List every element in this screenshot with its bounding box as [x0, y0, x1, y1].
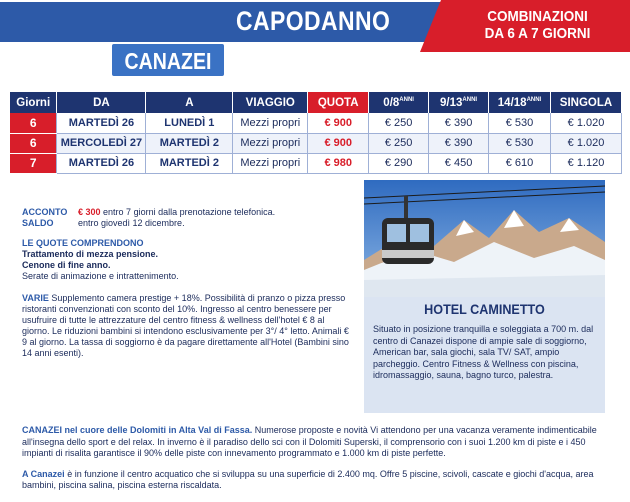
- saldo-row: [22, 218, 352, 229]
- col-a: A: [146, 92, 233, 113]
- varie-paragraph: [22, 293, 352, 359]
- table-row: [10, 113, 622, 133]
- header-banner: [0, 0, 630, 46]
- cell-giorni: 6: [10, 133, 57, 153]
- aquatic-lead: A Canazei: [22, 468, 65, 479]
- cell-giorni: 7: [10, 153, 57, 173]
- cell-da: MARTEDÌ 26: [57, 153, 146, 173]
- acconto-amount: € 300: [78, 207, 101, 217]
- quote-line-2: Cenone di fine anno.: [22, 260, 111, 270]
- cell-9-13: € 390: [429, 113, 489, 133]
- hotel-info-panel: [364, 297, 605, 413]
- acconto-row: [22, 207, 352, 218]
- cable-car-photo: [364, 180, 605, 299]
- dolomites-illustration: [364, 180, 605, 299]
- col-viaggio: VIAGGIO: [233, 92, 308, 113]
- canazei-text: Numerose proposte e novità Vi attendono per una vacanza veramente indimenticabile all'insegna dello sport e del relax. In inverno è il paradiso dello sci con il Dolomiti Superski, il comprensorio con i suoi 1.200 km di piste e i 450 impianti di risalita garantisce il 90% delle piste con innevamento programmato e 1.000 km di piste perfette.: [22, 425, 597, 458]
- cell-da: MARTEDÌ 26: [57, 113, 146, 133]
- cell-a: MARTEDÌ 2: [146, 133, 233, 153]
- cell-viaggio: Mezzi propri: [233, 133, 308, 153]
- cell-giorni: 6: [10, 113, 57, 133]
- quote-title: LE QUOTE COMPRENDONO: [22, 238, 144, 248]
- hotel-description: Situato in posizione tranquilla e soleggiata a 700 m. dal centro di Canazei dispone di ampie sale di soggiorno, American bar, sala giochi, sala TV/ SAT, ampio parcheggio. Centro Fitness & Wellness con piscina, idromassaggio, sauna, bagno turco, palestra.: [373, 324, 594, 381]
- col-9-13: $9/13^{ANNI}$: [429, 92, 489, 113]
- acconto-label: ACCONTO: [22, 207, 68, 217]
- price-table: [10, 92, 622, 174]
- cell-singola: € 1.020: [550, 113, 621, 133]
- cell-a: MARTEDÌ 2: [146, 153, 233, 173]
- saldo-label: SALDO: [22, 218, 54, 228]
- acconto-text: entro 7 giorni dalla prenotazione telefonica.: [103, 207, 276, 217]
- varie-label: VARIE: [22, 293, 49, 303]
- city-badge: [112, 44, 224, 76]
- col-0-8: $0/8^{ANNI}$: [369, 92, 429, 113]
- cell-14-18: € 530: [489, 133, 551, 153]
- col-da: DA: [57, 92, 146, 113]
- cell-quota: € 900: [308, 133, 369, 153]
- quote-line-1: Trattamento di mezza pensione.: [22, 249, 159, 259]
- combinations-label: [459, 8, 617, 42]
- page-title: CAPODANNO: [236, 6, 391, 36]
- col-singola: SINGOLA: [550, 92, 621, 113]
- cell-singola: € 1.120: [550, 153, 621, 173]
- cell-quota: € 900: [308, 113, 369, 133]
- canazei-lead: CANAZEI nel cuore delle Dolomiti in Alta Val di Fassa.: [22, 425, 253, 435]
- saldo-text: entro giovedì 12 dicembre.: [78, 218, 185, 228]
- cell-a: LUNEDÌ 1: [146, 113, 233, 133]
- hotel-name: HOTEL CAMINETTO: [424, 301, 545, 317]
- cell-da: MERCOLEDÌ 27: [57, 133, 146, 153]
- aquatic-paragraph: [22, 469, 618, 492]
- cell-singola: € 1.020: [550, 133, 621, 153]
- varie-text: Supplemento camera prestige + 18%. Possibilità di pranzo o pizza presso ristoranti convenzionati con sconto del 10%. Ingresso al centro benessere per usufruire di tutte le attrezzature del centro fitness & wellness dell'hotel € 8 al giorno. Le riduzioni bambini si intendono esclusivamente per 3°/ 4° letto. Animali € 9 al giorno. La tassa di soggiorno è da pagare direttamente all'Hotel (Bambini sino 14 anni esenti).: [22, 293, 349, 358]
- cell-14-18: € 530: [489, 113, 551, 133]
- combinations-line-2: DA 6 A 7 GIORNI: [484, 25, 591, 42]
- cell-9-13: € 390: [429, 133, 489, 153]
- booking-info: [22, 207, 352, 359]
- table-row: [10, 133, 622, 153]
- col-14-18: $14/18^{ANNI}$: [489, 92, 551, 113]
- cell-9-13: € 450: [429, 153, 489, 173]
- cell-0-8: € 290: [369, 153, 429, 173]
- quote-line-3: Serate di animazione e intrattenimento.: [22, 271, 179, 281]
- cell-0-8: € 250: [369, 133, 429, 153]
- combinations-line-1: COMBINAZIONI: [487, 8, 588, 25]
- cell-0-8: € 250: [369, 113, 429, 133]
- cell-viaggio: Mezzi propri: [233, 153, 308, 173]
- table-header-row: [10, 92, 622, 113]
- cell-quota: € 980: [308, 153, 369, 173]
- table-row: [10, 153, 622, 173]
- city-name: CANAZEI: [124, 48, 212, 74]
- cell-14-18: € 610: [489, 153, 551, 173]
- col-giorni: Giorni: [10, 92, 57, 113]
- col-quota: QUOTA: [308, 92, 369, 113]
- cell-viaggio: Mezzi propri: [233, 113, 308, 133]
- destination-info: [22, 425, 618, 501]
- canazei-paragraph: [22, 425, 618, 460]
- aquatic-text: è in funzione il centro acquatico che si sviluppa su una superficie di 2.400 mq. Offre 5 piscine, scivoli, cascate e giochi d'acqua, area bambini, piscina salina, piscina esterna riscaldata.: [22, 468, 594, 490]
